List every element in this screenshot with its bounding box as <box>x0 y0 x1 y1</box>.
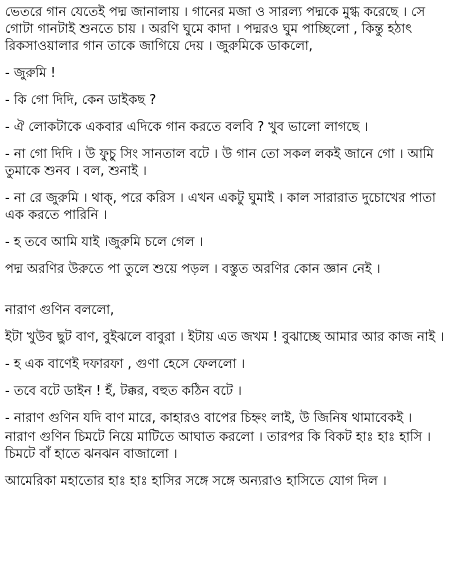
paragraph-4: নারাণ গুণিন চিমটে নিয়ে মাটিতে আঘাত করলো । তারপর কি বিকট হাঃ হাঃ হাসি । চিমটে বাঁ হাতে ঝনঝন বাজালো । <box>5 430 431 462</box>
dialogue-line-6: - হ তবে আমি যাই ।জুরুমি চলে গেল । <box>5 235 204 250</box>
paragraph-2: পদ্ম অরণির উরুতে পা তুলে শুয়ে পড়ল । বস্তুত অরণির কোন জ্ঞান নেই । <box>5 262 381 277</box>
dialogue-line-5: - না রে জুরুমি । থাক্, পরে করিস । এখন একটু ঘুমাই । কাল সারারাত দুচোখের পাতা এক করতে পারিনি । <box>5 191 436 223</box>
dialogue-line-8: - হ এক বাণেই দফারফা , গুণা হেসে ফেললো । <box>5 357 246 372</box>
paragraph-5: আমেরিকা মহাতোর হাঃ হাঃ হাসির সঙ্গে সঙ্গে অন্যরাও হাসিতে যোগ দিল । <box>5 474 387 489</box>
dialogue-line-9: - তবে বটে ডাইন ! হঁ, টক্কর, বহুত কঠিন বটে । <box>5 384 242 399</box>
dialogue-line-3: - ঐ লোকটাকে একবার এদিকে গান করতে বলবি ? খুব ভালো লাগছে । <box>5 120 369 135</box>
dialogue-line-4: - না গো দিদি । উ ফুচু সিং সানতাল বটে । উ গান তো সকল লকই জানে গো । আমি তুমাকে শুনব । বল, শুনাই । <box>5 147 434 179</box>
paragraph-3: নারাণ গুণিন বললো, <box>5 303 115 318</box>
dialogue-line-10: - নারাণ গুণিন যদি বাণ মারে, কাহারও বাপের চিহ্নং লাই, উ জিনিষ থামাবেকই । <box>5 411 412 426</box>
paragraph-1: ভেতরে গান যেতেই পদ্ম জানালায় । গানের মজা ও সারল্য পদ্মকে মুগ্ধ করেছে । সে গোটা গানটাই শুনতে চায় । অরণি ঘুমে কাদা । পদ্মরও ঘুম পাচ্ছিলো , কিন্তু হঠাৎ রিকসাওয়ালার গান তাকে জাগিয়ে দেয় । জুরুমিকে ডাকলো, <box>5 5 426 54</box>
section-gap <box>5 288 450 302</box>
dialogue-line-7: ইটা খুউব ছুট বাণ, বুইঝলে বাবুরা । ইটায় এত জখম ! বুঝাচ্ছে আমার আর কাজ নাই । <box>5 330 445 345</box>
dialogue-line-1: - জুরুমি ! <box>5 66 56 81</box>
dialogue-line-2: - কি গো দিদি, কেন ডাইকছ ? <box>5 93 157 108</box>
